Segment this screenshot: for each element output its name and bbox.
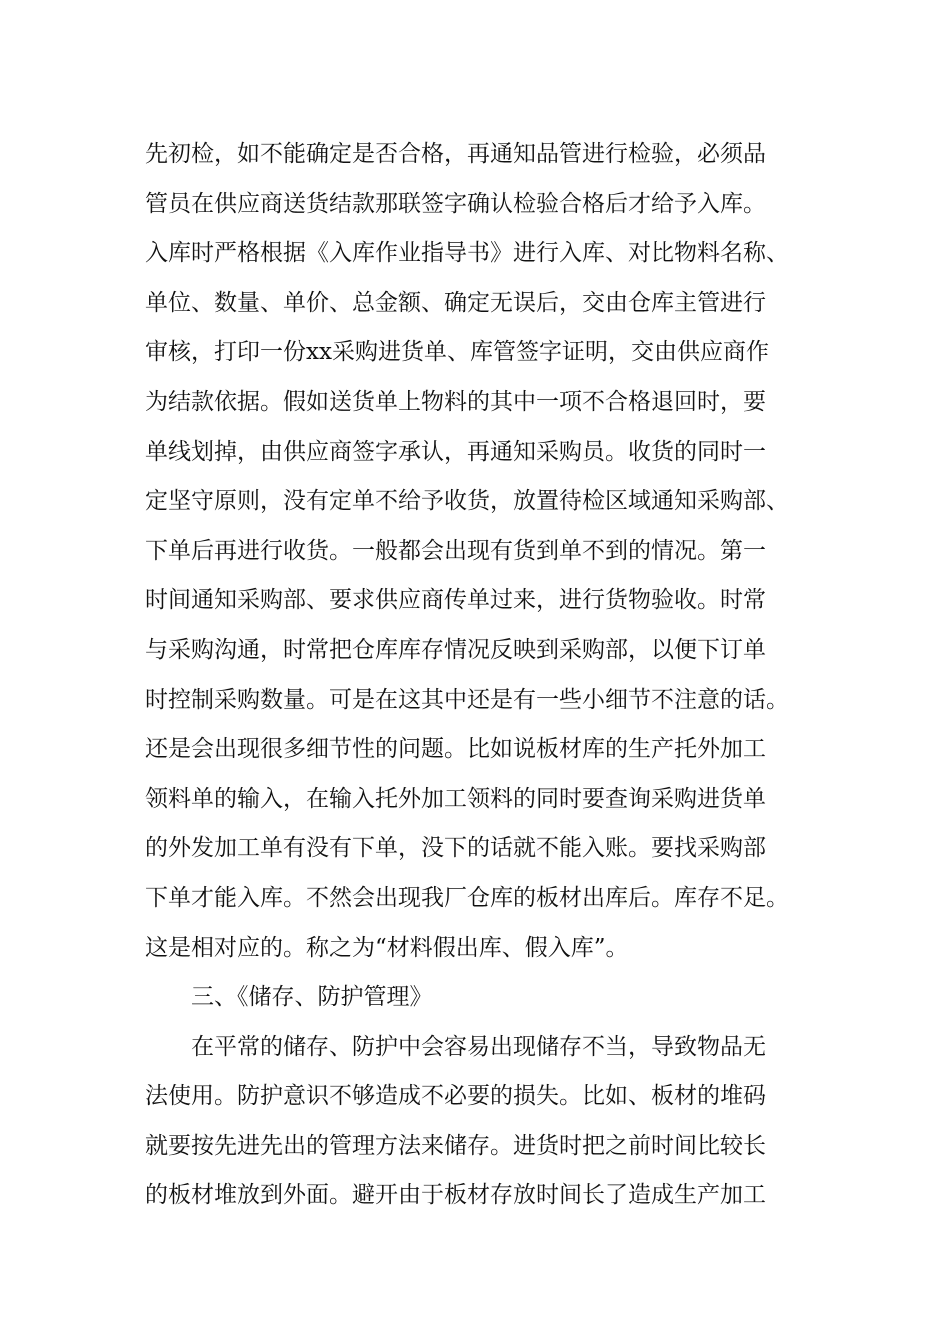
text-line: 就要按先进先出的管理方法来储存。进货时把之前时间比较长 — [145, 1132, 766, 1159]
text-line: 下单才能入库。不然会出现我厂仓库的板材出库后。库存不足。 — [145, 884, 789, 911]
text-line: 单线划掉，由供应商签字承认，再通知采购员。收货的同时一 — [145, 438, 766, 465]
text-line: 的外发加工单有没有下单，没下的话就不能入账。要找采购部 — [145, 835, 766, 862]
text-line: 下单后再进行收货。一般都会出现有货到单不到的情况。第一 — [145, 537, 766, 564]
text-line: 在平常的储存、防护中会容易出现储存不当，导致物品无 — [191, 1033, 766, 1060]
text-line: 与采购沟通，时常把仓库库存情况反映到采购部，以便下订单 — [145, 636, 766, 663]
text-line: 的板材堆放到外面。避开由于板材存放时间长了造成生产加工 — [145, 1182, 766, 1209]
text-line: 法使用。防护意识不够造成不必要的损失。比如、板材的堆码 — [145, 1083, 766, 1110]
text-line: 定坚守原则，没有定单不给予收货，放置待检区域通知采购部、 — [145, 488, 789, 515]
text-line: 入库时严格根据《入库作业指导书》进行入库、对比物料名称、 — [145, 240, 789, 267]
text-line: 管员在供应商送货结款那联签字确认检验合格后才给予入库。 — [145, 190, 766, 217]
text-line: 时间通知采购部、要求供应商传单过来，进行货物验收。时常 — [145, 587, 766, 614]
text-line: 单位、数量、单价、总金额、确定无误后，交由仓库主管进行 — [145, 289, 766, 316]
document-body — [145, 130, 835, 1221]
section-heading: 三、《储存、防护管理》 — [191, 984, 433, 1011]
text-line: 为结款依据。假如送货单上物料的其中一项不合格退回时，要 — [145, 388, 766, 415]
text-line: 还是会出现很多细节性的问题。比如说板材库的生产托外加工 — [145, 736, 766, 763]
text-line: 时控制采购数量。可是在这其中还是有一些小细节不注意的话。 — [145, 686, 789, 713]
text-line: 这是相对应的。称之为“材料假出库、假入库”。 — [145, 934, 629, 961]
text-line: 先初检，如不能确定是否合格，再通知品管进行检验，必须品 — [145, 141, 766, 167]
text-line: 领料单的输入，在输入托外加工领料的同时要查询采购进货单 — [145, 785, 766, 812]
text-line: 审核，打印一份xx采购进货单、库管签字证明，交由供应商作 — [145, 339, 769, 366]
